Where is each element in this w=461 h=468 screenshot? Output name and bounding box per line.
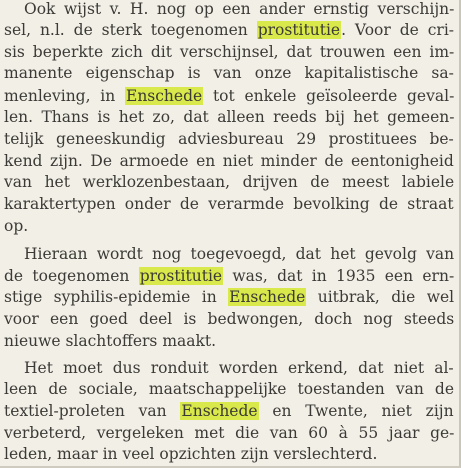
- text-segment: en Twente, niet zijn: [258, 402, 454, 420]
- text-line: [4, 63, 454, 83]
- text-segment: manente eigenschap is van onze kapitalistische sa-: [4, 64, 454, 82]
- text-segment: op.: [4, 217, 29, 235]
- text-segment: was, dat in 1935 een ern-: [223, 267, 455, 285]
- text-segment: textiel-proleten van: [4, 402, 181, 420]
- text-line: [4, 107, 454, 127]
- text-segment: Ook wijst v. H. nog op een ander ernstig verschijn-: [24, 0, 455, 18]
- text-segment: telijk geneeskundig adviesbureau 29 prostituees be-: [4, 130, 454, 148]
- text-segment: sis beperkte zich dit verschijnsel, dat trouwen een im-: [4, 43, 455, 61]
- text-line: [4, 151, 454, 171]
- text-segment: Het moet dus ronduit worden erkend, dat niet al-: [24, 359, 454, 377]
- highlighted-term: Enschede: [229, 288, 306, 306]
- text-line: [24, 358, 454, 378]
- text-segment: . Voor de cri-: [341, 21, 455, 39]
- text-line: [24, 244, 454, 264]
- text-line: [4, 379, 454, 399]
- text-line: [24, 0, 454, 19]
- text-line: [4, 309, 454, 329]
- text-line: [4, 20, 454, 40]
- text-segment: de toegenomen: [4, 267, 139, 285]
- highlighted-term: Enschede: [126, 87, 203, 105]
- text-line: [4, 129, 454, 149]
- text-line: [4, 42, 454, 62]
- text-line: [4, 331, 216, 351]
- text-line: [4, 172, 454, 192]
- text-segment: kend zijn. De armoede en niet minder de eentonigheid: [4, 152, 454, 170]
- text-line: [4, 401, 454, 421]
- text-segment: sel, n.l. de sterk toegenomen: [4, 21, 257, 39]
- text-line: [4, 216, 28, 236]
- text-line: [4, 444, 377, 464]
- text-segment: voor een goed deel is bedwongen, doch nog steeds: [4, 310, 455, 328]
- text-segment: len. Thans is het zo, dat alleen reeds bij het gemeen-: [4, 108, 455, 126]
- text-segment: leen de sociale, maatschappelijke toestanden van de: [4, 380, 455, 398]
- text-line: [4, 266, 454, 286]
- highlighted-term: Enschede: [181, 402, 258, 420]
- text-segment: stige syphilis-epidemie in: [4, 288, 229, 306]
- text-segment: uitbrak, die wel: [306, 288, 455, 306]
- text-line: [4, 194, 454, 214]
- text-segment: nieuwe slachtoffers maakt.: [4, 332, 217, 350]
- text-line: [4, 423, 454, 443]
- text-segment: karaktertypen onder de verarmde bevolking de straat: [4, 195, 454, 213]
- text-segment: Hieraan wordt nog toegevoegd, dat het gevolg van: [24, 245, 455, 263]
- highlighted-term: prostitutie: [257, 21, 341, 39]
- text-segment: menleving, in: [4, 87, 125, 105]
- text-line: [4, 86, 454, 106]
- highlighted-term: prostitutie: [139, 267, 223, 285]
- text-segment: leden, maar in veel opzichten zijn verslechterd.: [4, 445, 378, 463]
- text-segment: tot enkele geïsoleerde geval-: [203, 87, 455, 105]
- text-segment: verbeterd, vergeleken met die van 60 à 55 jaar ge-: [4, 424, 455, 442]
- text-segment: van het werklozenbestaan, drijven de meest labiele: [4, 173, 455, 191]
- text-line: [4, 287, 454, 307]
